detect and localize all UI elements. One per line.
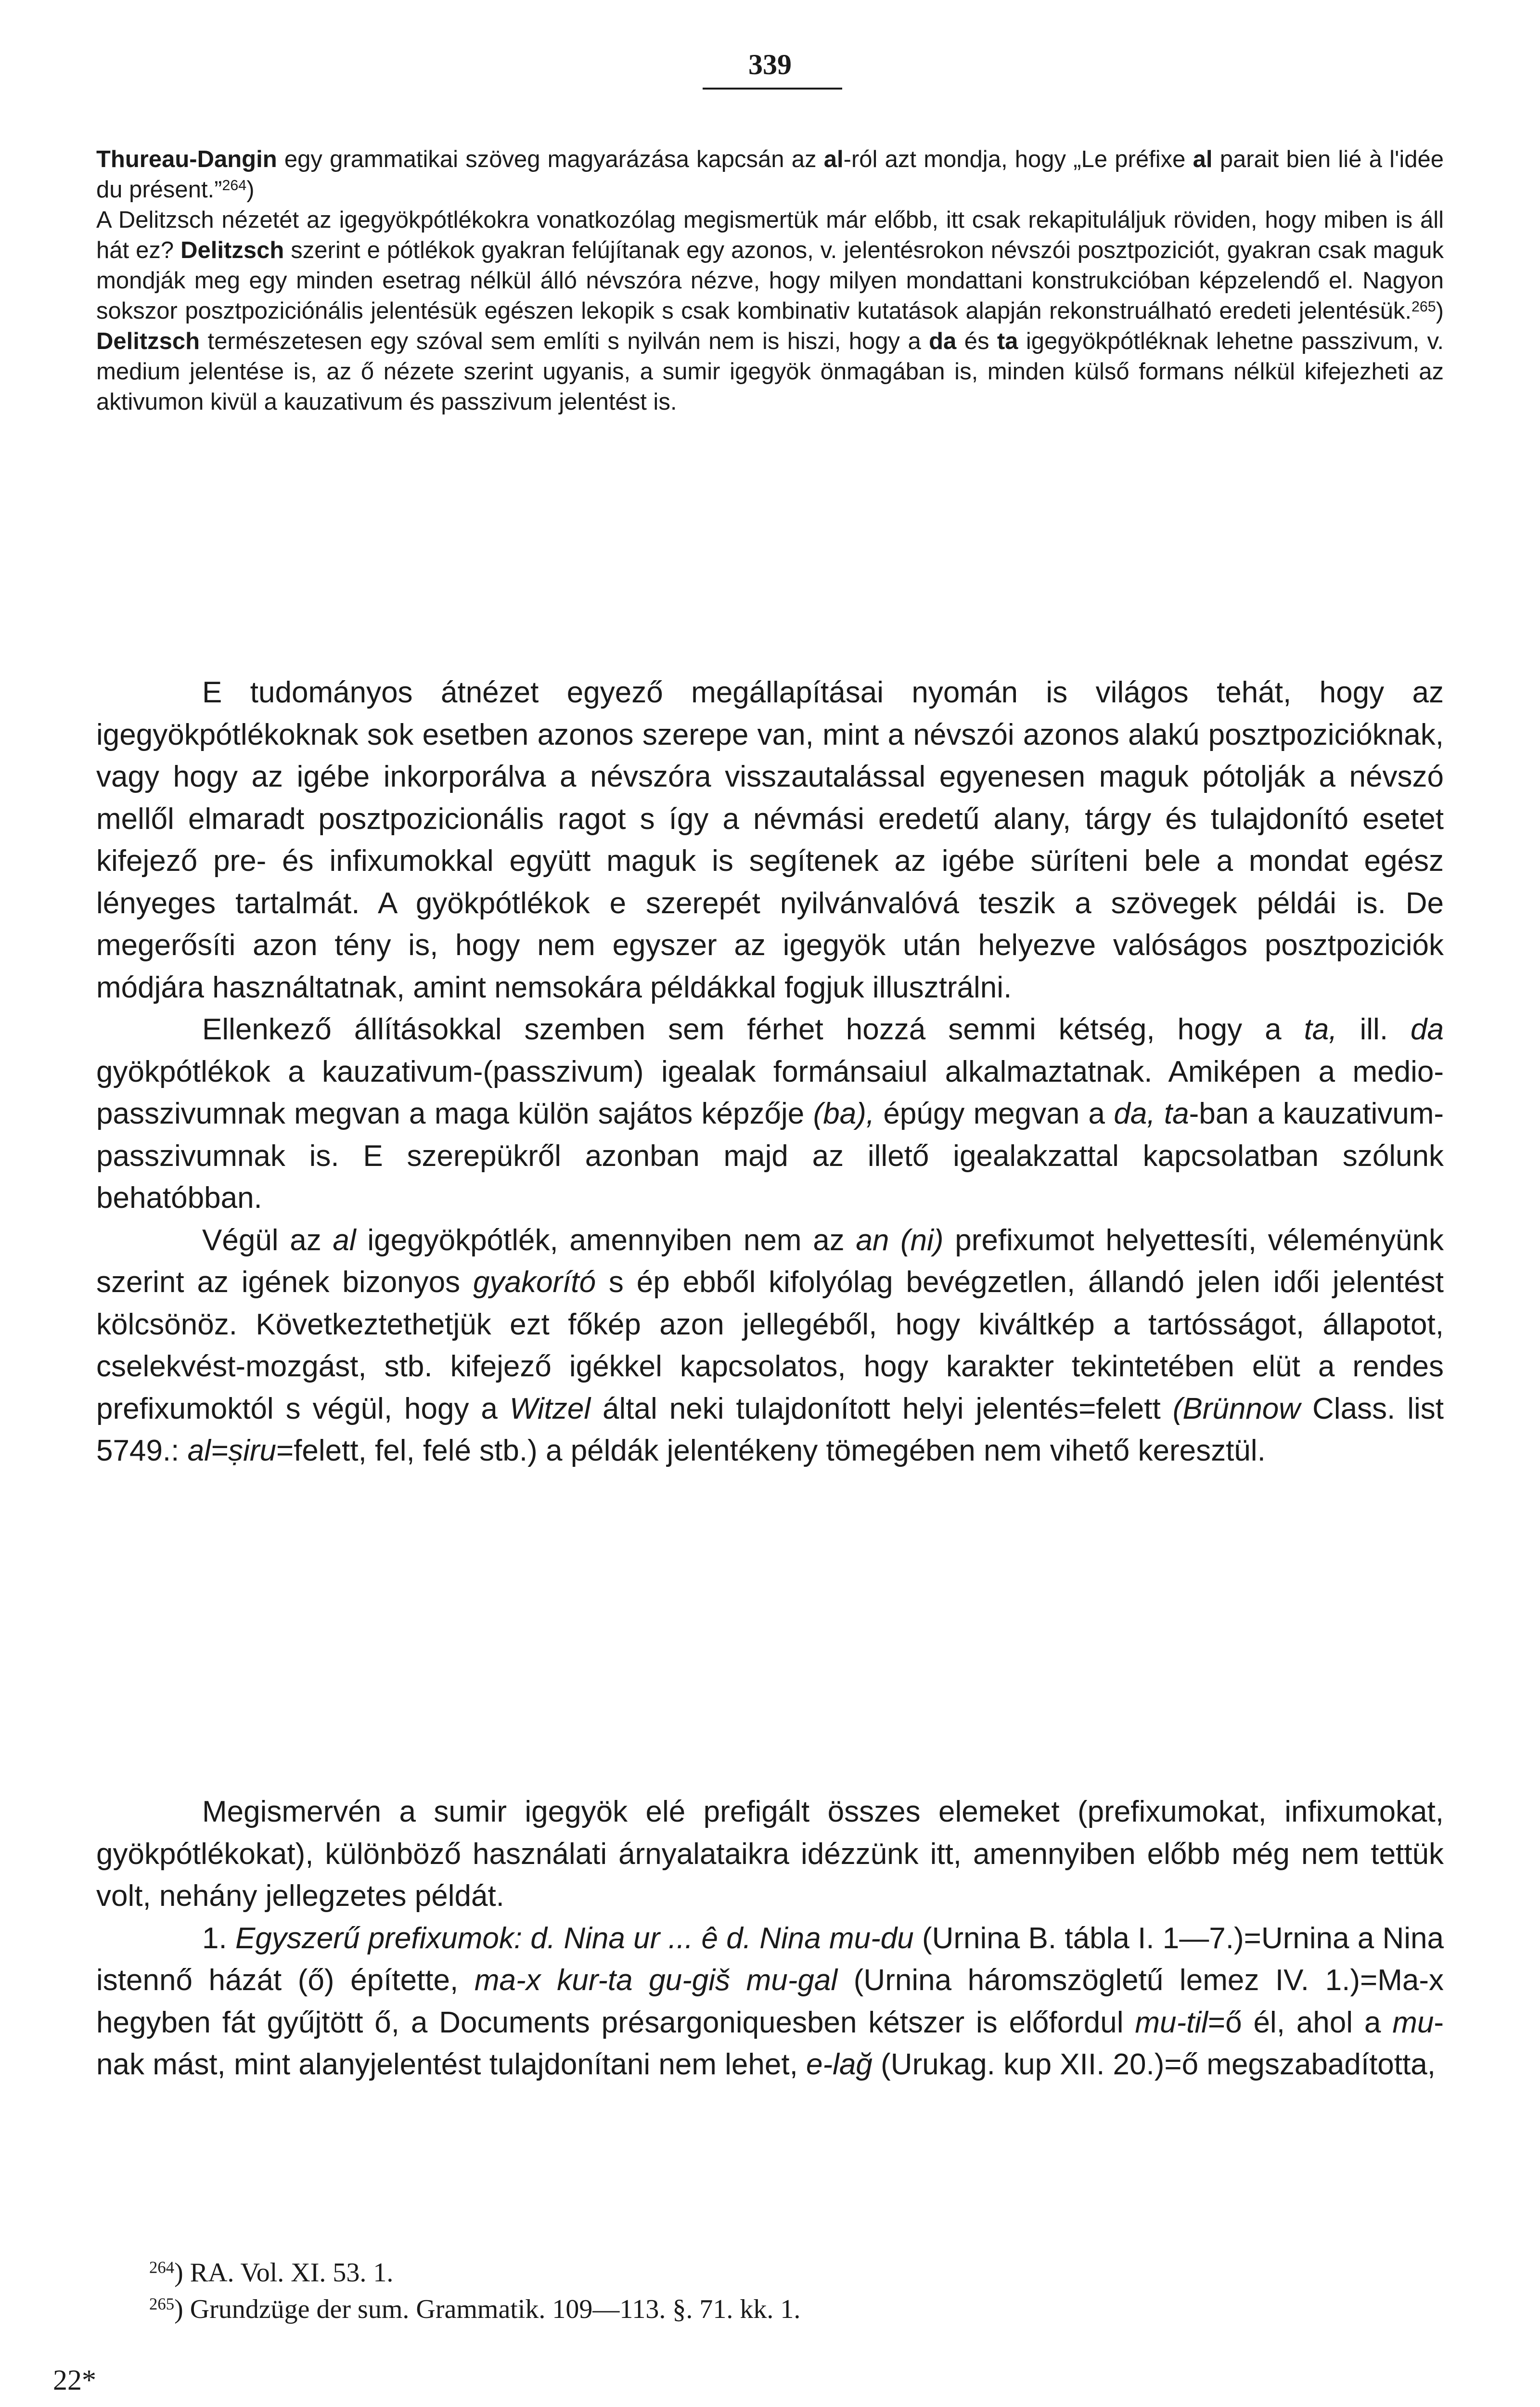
text-run: Ellenkező állításokkal szemben sem férhet hozzá semmi kétség, hogy a (202, 1013, 1304, 1046)
text-run: =felett, fel, felé stb.) a példák jelentékeny tömegében nem vihető keresztül. (276, 1434, 1266, 1467)
text-run-italic: al (333, 1223, 356, 1257)
page-number: 339 (748, 49, 792, 80)
intro-small-print (96, 144, 1444, 417)
footnote-number: 264 (149, 2258, 175, 2277)
body-paragraph (96, 1219, 1444, 1472)
text-run: igegyökpótlék, amennyiben nem az (356, 1223, 856, 1257)
text-run-bold: Delitzsch (180, 237, 284, 263)
printer-signature: 22* (53, 2364, 96, 2396)
text-run: parait bien lié à l'idée du présent.” (96, 146, 1444, 203)
footnote-ref: 265 (1411, 298, 1436, 315)
text-run-italic: an (ni) (856, 1223, 944, 1257)
text-run-italic: ta, (1304, 1013, 1337, 1046)
text-run: ill. (1337, 1013, 1411, 1046)
text-run: 1. (202, 1921, 235, 1955)
text-run: Végül az (202, 1223, 333, 1257)
text-run: (Urnina háromszögletű lemez IV. 1.)=Ma-x hegyben fát gyűjtött ő, a Documents présargoniquesben kétszer is előfordul (96, 1964, 1444, 2039)
body-section-2 (96, 1791, 1444, 2086)
text-run-italic: ma-x kur-ta gu-giš mu-gal (474, 1964, 838, 1997)
text-run-bold: al (1193, 146, 1213, 172)
footnote-265 (96, 2292, 1444, 2327)
text-run-italic: mu (1392, 2006, 1434, 2039)
footnote-text: ) RA. Vol. XI. 53. 1. (174, 2258, 394, 2288)
body-paragraph: Megismervén a sumir igegyök elé prefigált összes elemeket (prefixumokat, infixumokat, gyökpótlékokat), különböző használati árnyalataikra idézzünk itt, amennyiben előbb még nem tettük volt, nehány jellegzetes példát. (96, 1795, 1444, 1913)
text-run: egy grammatikai szöveg magyarázása kapcsán az (277, 146, 824, 172)
text-run: -nak mást, mint alanyjelentést tulajdonítani nem lehet, (96, 2006, 1444, 2081)
text-run: épúgy megvan a (874, 1097, 1114, 1130)
author-name: Thureau-Dangin (96, 146, 277, 172)
text-run-bold: al (823, 146, 844, 172)
text-run-italic: da (1411, 1013, 1444, 1046)
footnote-ref: 264 (222, 177, 247, 194)
text-run-italic: Egyszerű prefixumok: d. Nina ur ... ê d. Nina mu-du (235, 1921, 914, 1955)
body-paragraph: E tudományos átnézet egyező megállapításai nyomán is világos tehát, hogy az igegyökpótlékoknak sok esetben azonos szerepe van, mint a névszói azonos alakú posztpozicióknak, vagy hogy az igébe inkorporálva a névszóra visszautalással egyenesen maguk pótolják a névszó mellől elmaradt posztpozicionális ragot s így a névmási eredetű alany, tárgy és tulajdonító esetet kifejező pre- és infixumokkal együtt maguk is segítenek az igébe süríteni bele a mondat egész lényeges tartalmát. A gyökpótlékok e szerepét nyilvánvalóvá teszik a szövegek példái is. De megerősíti azon tény is, hogy nem egyszer az igegyök után helyezve valóságos posztpoziciók módjára használtatnak, amint nemsokára példákkal fogjuk illusztrálni. (96, 676, 1444, 1004)
text-run-italic: Witzel (509, 1392, 591, 1425)
text-run: -ban a kauzativum-passzivumnak is. E szerepükről azonban majd az illető igealakzattal kapcsolatban szólunk behatóbban. (96, 1097, 1444, 1215)
text-run-bold: Delitzsch (96, 328, 200, 354)
text-run: igegyökpótléknak lehetne passzivum, v. medium jelentése is, az ő nézete szerint ugyanis, a sumir igegyök önmagában is, minden külső formans nélkül kifejezheti az aktivumon kivül a kauzativum és passzivum jelentést is. (96, 328, 1444, 415)
text-run: által neki tulajdonított helyi jelentés=felett (590, 1392, 1173, 1425)
text-run-italic: mu-til (1135, 2006, 1208, 2039)
text-run: =ő él, ahol a (1207, 2006, 1393, 2039)
body-section-1 (96, 672, 1444, 1472)
text-run: természetesen egy szóval sem említi s nyilván nem is hiszi, hogy a (200, 328, 929, 354)
text-run: ) (1436, 298, 1444, 324)
text-run-bold: da (929, 328, 957, 354)
intro-paragraph-2 (96, 205, 1444, 417)
text-run: (Urukag. kup XII. 20.)=ő megszabadította, (872, 2048, 1436, 2081)
text-run-italic: gyakorító (473, 1266, 596, 1299)
text-run-italic: al=ṣiru (187, 1434, 276, 1467)
footnotes (96, 2255, 1444, 2329)
text-run: ) (246, 177, 255, 203)
text-run-italic: (Brünnow (1172, 1392, 1301, 1425)
footnote-text: ) Grundzüge der sum. Grammatik. 109—113. §. 71. kk. 1. (174, 2294, 801, 2324)
text-run: s ép ebből kifolyólag bevégzetlen, állandó jelen idői jelentést kölcsönöz. Következtethetjük ezt főkép azon jellegéből, hogy kiváltkép a tartósságot, állapotot, cselekvést-mozgást, stb. kifejező igékkel kapcsolatos, hogy karakter tekintetében elüt a rendes prefixumoktól s végül, hogy a (96, 1266, 1444, 1425)
text-run: gyökpótlékok a kauzativum-(passzivum) igealak formánsaiul alkalmaztatnak. Amiképen a medio-passzivumnak megvan a maga külön sajátos képzője (96, 1055, 1444, 1130)
body-paragraph (96, 1917, 1444, 2086)
text-run: Class. list 5749.: (96, 1392, 1444, 1467)
text-run-italic: (ba), (813, 1097, 875, 1130)
text-run: (Urnina B. tábla I. 1—7.)=Urnina a Nina istennő házát (ő) építette, (96, 1921, 1444, 1997)
intro-paragraph-1 (96, 144, 1444, 205)
text-run: prefixumot helyettesíti, véleményünk szerint az igének bizonyos (96, 1223, 1444, 1299)
text-run-italic: e-lağ (806, 2048, 873, 2081)
footnote-number: 265 (149, 2294, 175, 2314)
page-number-rule (703, 88, 842, 90)
text-run: szerint e pótlékok gyakran felújítanak egy azonos, v. jelentésrokon névszói posztpoziciót, gyakran csak maguk mondják meg egy minden esetrag nélkül álló névszóra nézve, hogy milyen mondattani konstrukcióban képzelendő el. Nagyon sokszor posztpoziciónális jelentésük egészen lekopik s csak kombinativ kutatások alapján rekonstruálható eredeti jelentésük. (96, 237, 1444, 324)
text-run-italic: da, ta (1114, 1097, 1189, 1130)
body-paragraph (96, 1009, 1444, 1219)
footnote-264 (96, 2255, 1444, 2290)
text-run: -ról azt mondja, hogy „Le préfixe (843, 146, 1193, 172)
text-run: és (956, 328, 997, 354)
text-run: A Delitzsch nézetét az igegyökpótlékokra vonatkozólag megismertük már előbb, itt csak rekapituláljuk röviden, hogy miben is áll hát ez? (96, 207, 1444, 263)
text-run-bold: ta (997, 328, 1018, 354)
